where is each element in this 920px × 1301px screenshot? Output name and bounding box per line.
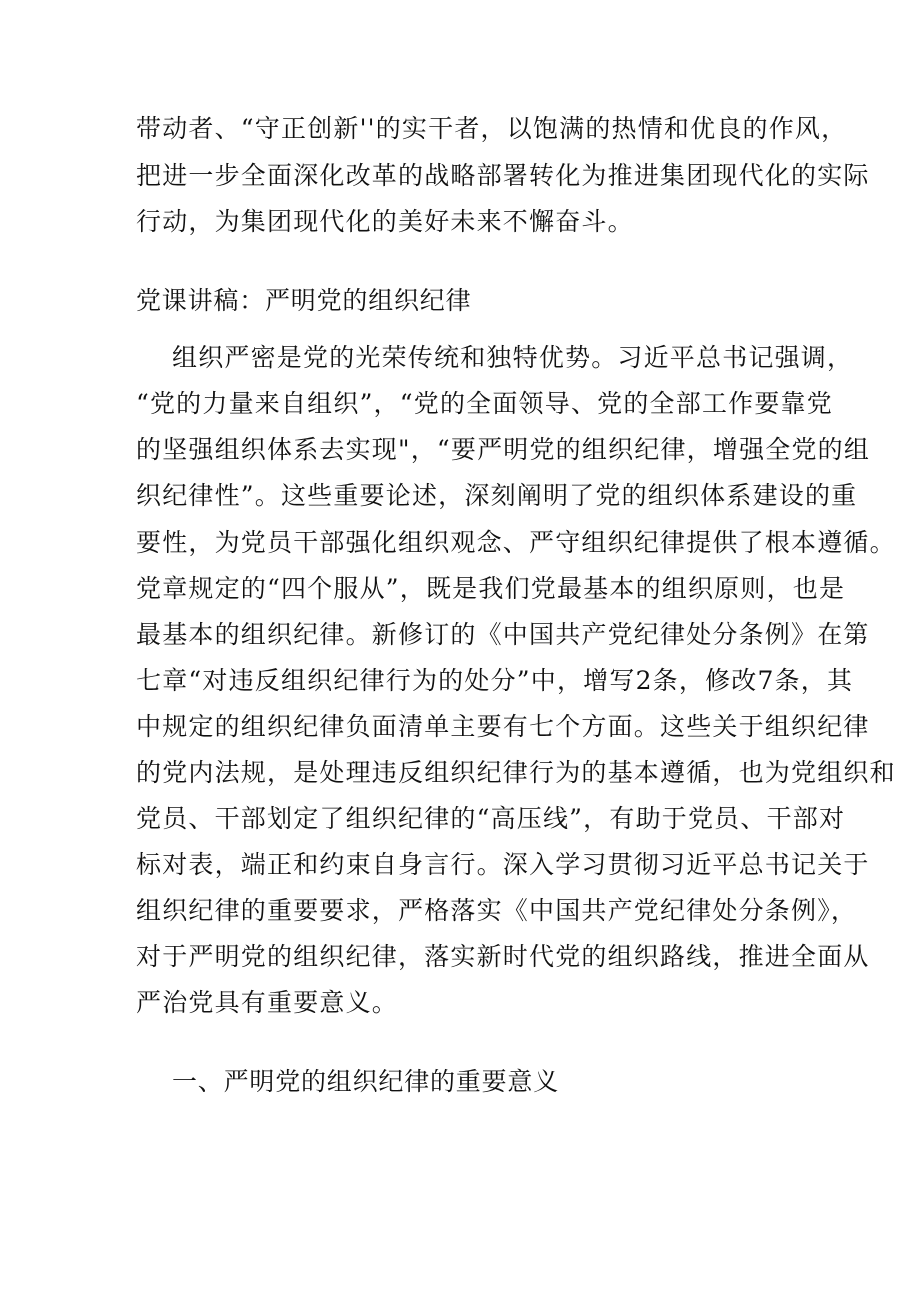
intro-line: 把进一步全面深化改革的战略部署转化为推进集团现代化的实际 [136,161,870,190]
body-line: 组织严密是党的光荣传统和独特优势。习近平总书记强调， [172,343,854,372]
intro-line: 行动，为集团现代化的美好未来不懈奋斗。 [136,207,634,236]
lecture-title: 党课讲稿：严明党的组织纪律 [136,286,472,315]
body-line: 织纪律性”。这些重要论述，深刻阐明了党的组织体系建设的重 [136,481,858,510]
section-heading: 一、严明党的组织纪律的重要意义 [172,1067,560,1096]
body-line: 党员、干部划定了组织纪律的“高压线”，有助于党员、干部对 [136,804,846,833]
body-line: 最基本的组织纪律。新修订的《中国共产党纪律处分条例》在第 [136,620,870,649]
body-line: 七章“对违反组织纪律行为的处分”中，增写2条，修改7条，其 [136,666,854,695]
body-line: 标对表，端正和约束自身言行。深入学习贯彻习近平总书记关于 [136,850,870,879]
body-line: 的党内法规，是处理违反组织纪律行为的基本遵循，也为党组织和 [136,758,896,787]
body-line: 组织纪律的重要要求，严格落实《中国共产党纪律处分条例》， [136,896,858,925]
body-line: “党的力量来自组织”，“党的全面领导、党的全部工作要靠党 [136,389,833,418]
body-line: 对于严明党的组织纪律，落实新时代党的组织路线，推进全面从 [136,942,870,971]
body-line: 严治党具有重要意义。 [136,988,399,1017]
intro-line: 带动者、“守正创新''的实干者，以饱满的热情和优良的作风， [136,114,848,143]
body-line: 要性，为党员干部强化组织观念、严守组织纪律提供了根本遵循。 [136,528,896,557]
body-line: 党章规定的“四个服从”，既是我们党最基本的组织原则，也是 [136,574,846,603]
body-line: 的坚强组织体系去实现"，“要严明党的组织纪律，增强全党的组 [136,435,871,464]
body-line: 中规定的组织纪律负面清单主要有七个方面。这些关于组织纪律 [136,712,870,741]
